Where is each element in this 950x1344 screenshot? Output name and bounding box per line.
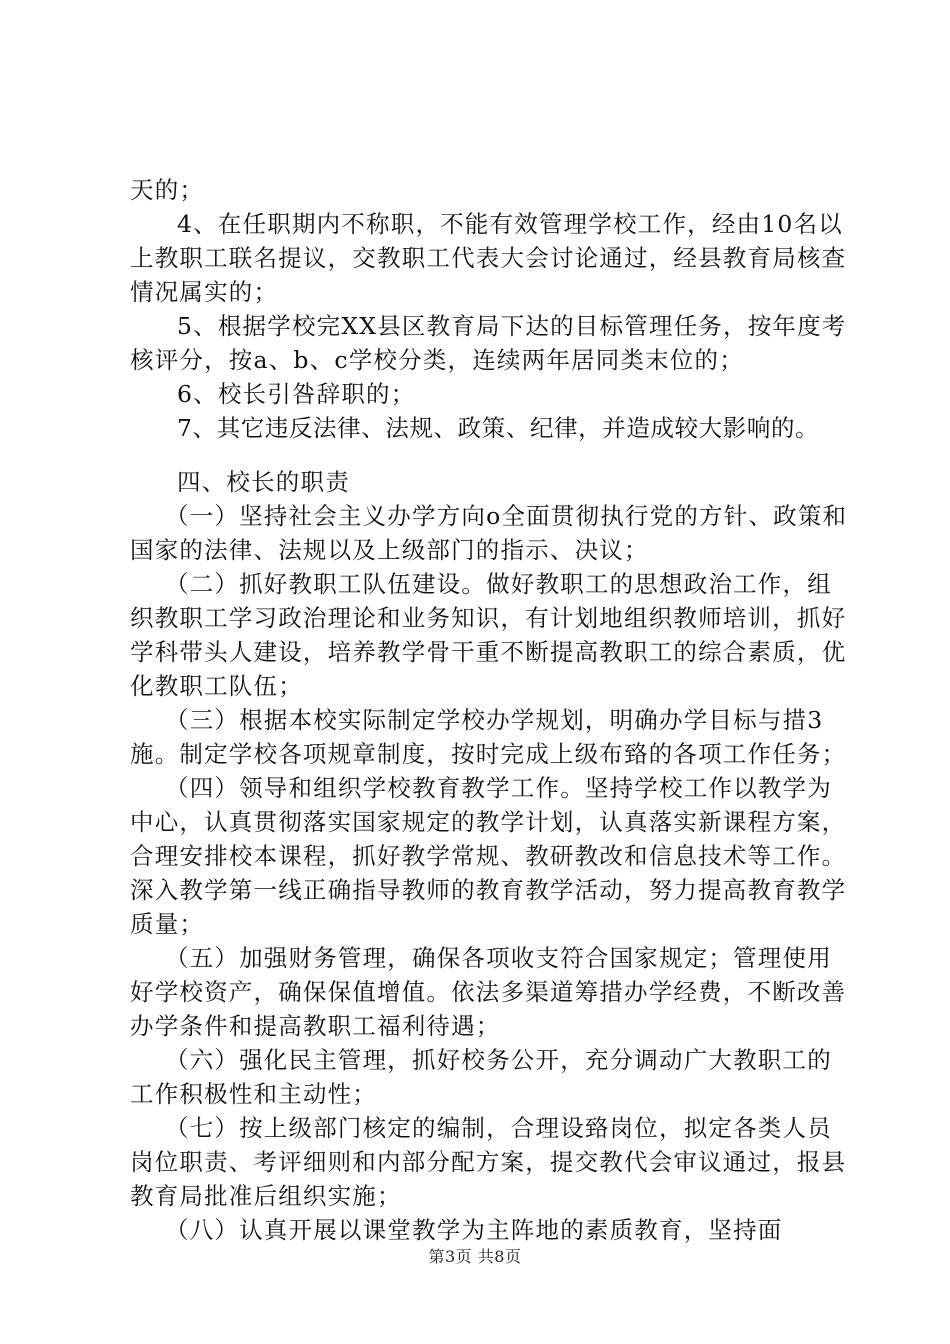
duty-item-5: （五）加强财务管理，确保各项收支符合国家规定；管理使用好学校资产，确保保值增值。依法多渠道筹措办学经费，不断改善办学条件和提高教职工福利待遇； bbox=[130, 944, 847, 1040]
list-item-4: 4、在任职期内不称职，不能有效管理学校工作，经由10名以上教职工联名提议，交教职工代表大会讨论通过，经县教育局核查情况属实的； bbox=[130, 210, 847, 306]
duty-item-3: （三）根据本校实际制定学校办学规划，明确办学目标与措3施。制定学校各项规章制度，按时完成上级布臵的各项工作任务； bbox=[130, 706, 847, 768]
duty-item-6: （六）强化民主管理，抓好校务公开，充分调动广大教职工的工作积极性和主动性； bbox=[130, 1046, 832, 1108]
duty-item-4: （四）领导和组织学校教育教学工作。坚持学校工作以教学为中心，认真贯彻落实国家规定的教学计划，认真落实新课程方案，合理安排校本课程，抓好教学常规、教研教改和信息技术等工作。深入教学第一线正确指导教师的教育教学活动，努力提高教育教学质量； bbox=[130, 774, 847, 938]
section-heading: 四、校长的职责 bbox=[177, 468, 350, 496]
duty-item-8: （八）认真开展以课堂教学为主阵地的素质教育，坚持面 bbox=[165, 1216, 783, 1244]
page-number: 第3页 共8页 bbox=[428, 1247, 522, 1266]
duty-item-1: （一）坚持社会主义办学方向o全面贯彻执行党的方针、政策和国家的法律、法规以及上级部门的指示、决议； bbox=[130, 502, 848, 564]
document-body bbox=[130, 173, 850, 1247]
list-item-5: 5、根据学校完XX县区教育局下达的目标管理任务，按年度考核评分，按a、b、c学校分类，连续两年居同类末位的； bbox=[130, 312, 847, 374]
list-item-7: 7、其它违反法律、法规、政策、纪律，并造成较大影响的。 bbox=[177, 414, 820, 442]
duty-item-7: （七）按上级部门核定的编制，合理设臵岗位，拟定各类人员岗位职责、考评细则和内部分配方案，提交教代会审议通过，报县教育局批准后组织实施； bbox=[130, 1114, 847, 1210]
duty-item-2: （二）抓好教职工队伍建设。做好教职工的思想政治工作，组织教职工学习政治理论和业务知识，有计划地组织教师培训，抓好学科带头人建设，培养教学骨干重不断提高教职工的综合素质，优化教职工队伍； bbox=[130, 570, 847, 700]
paragraph-continuation: 天的； bbox=[130, 176, 205, 204]
list-item-6: 6、校长引咎辞职的； bbox=[177, 380, 416, 408]
